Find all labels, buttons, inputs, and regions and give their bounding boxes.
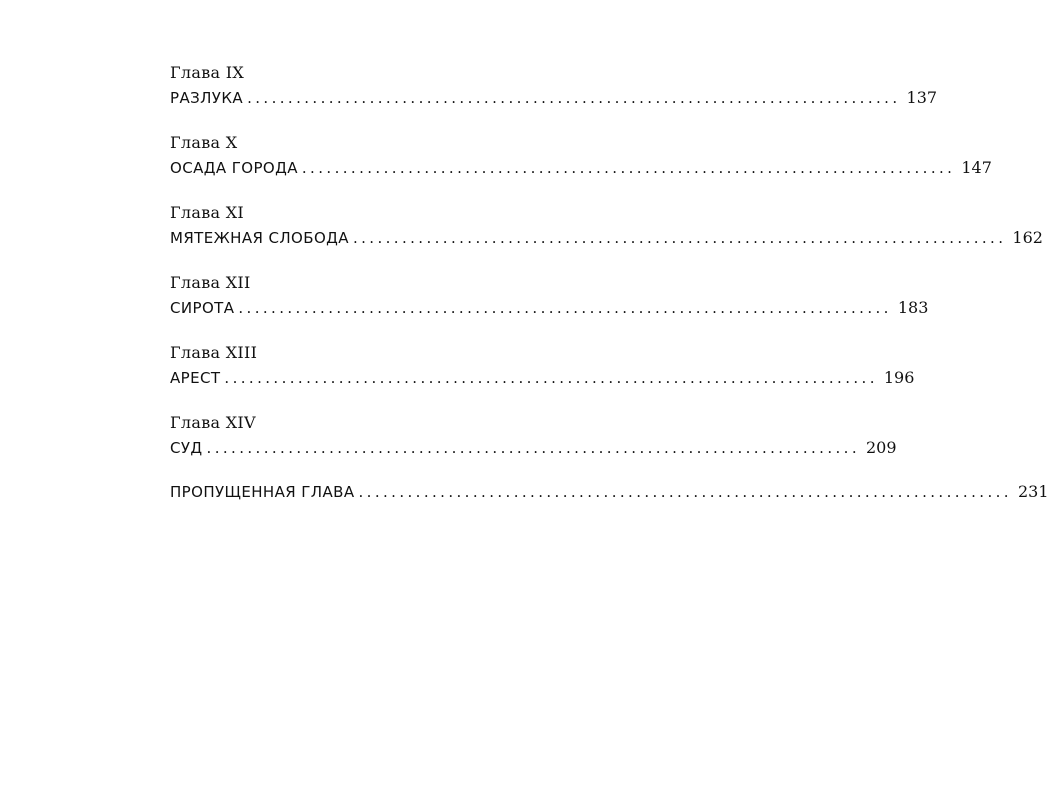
chapter-label: Глава XIV bbox=[170, 413, 256, 432]
dot-leader: ................................................................................ bbox=[352, 229, 1007, 247]
toc-entry bbox=[170, 366, 915, 390]
dot-leader: ................................................................................ bbox=[206, 439, 860, 457]
page-number: 137 bbox=[906, 88, 938, 107]
dot-leader: ................................................................................ bbox=[238, 299, 892, 317]
toc-entry bbox=[170, 226, 1043, 250]
toc-entry bbox=[170, 480, 1049, 504]
chapter-title: СУД bbox=[170, 439, 203, 457]
toc-chapter bbox=[170, 200, 1043, 250]
chapter-title: АРЕСТ bbox=[170, 369, 221, 387]
toc-chapter-extra bbox=[170, 480, 1049, 504]
chapter-label: Глава X bbox=[170, 133, 238, 152]
toc-entry bbox=[170, 156, 992, 180]
chapter-label: Глава IX bbox=[170, 63, 245, 82]
chapter-label: Глава XII bbox=[170, 273, 251, 292]
dot-leader: ................................................................................ bbox=[358, 483, 1012, 501]
dot-leader: ................................................................................ bbox=[301, 159, 956, 177]
chapter-label: Глава XIII bbox=[170, 343, 258, 362]
chapter-title: СИРОТА bbox=[170, 299, 235, 317]
table-of-contents bbox=[170, 60, 1049, 524]
dot-leader: ................................................................................ bbox=[247, 89, 901, 107]
page-number: 183 bbox=[897, 298, 929, 317]
page-number: 209 bbox=[866, 438, 897, 457]
toc-chapter bbox=[170, 270, 929, 320]
chapter-title: РАЗЛУКА bbox=[170, 89, 244, 107]
chapter-label: Глава XI bbox=[170, 203, 245, 222]
toc-chapter bbox=[170, 410, 897, 460]
dot-leader: ................................................................................ bbox=[224, 369, 878, 387]
page-number: 162 bbox=[1012, 228, 1043, 247]
toc-entry bbox=[170, 296, 929, 320]
chapter-title: МЯТЕЖНАЯ СЛОБОДА bbox=[170, 229, 349, 247]
page-number: 231 bbox=[1017, 482, 1049, 501]
chapter-title: ОСАДА ГОРОДА bbox=[170, 159, 298, 177]
page-number: 196 bbox=[883, 368, 915, 387]
toc-entry bbox=[170, 86, 938, 110]
toc-chapter bbox=[170, 60, 938, 110]
chapter-title: ПРОПУЩЕННАЯ ГЛАВА bbox=[170, 483, 355, 501]
toc-chapter bbox=[170, 130, 992, 180]
page-number: 147 bbox=[961, 158, 992, 177]
toc-chapter bbox=[170, 340, 915, 390]
toc-entry bbox=[170, 436, 897, 460]
